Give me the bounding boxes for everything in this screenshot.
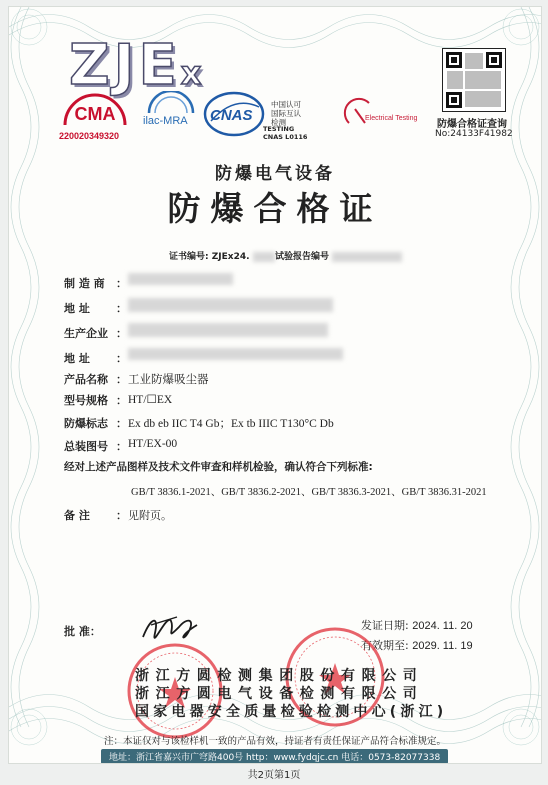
qr-code[interactable]: [442, 48, 506, 112]
qr-title: 防爆合格证查询: [437, 119, 507, 130]
certificate-subtitle: 防爆电气设备: [215, 164, 335, 184]
certificate-title: 防爆合格证: [167, 189, 383, 228]
drawing-value: HT/EX-00: [128, 438, 178, 450]
marking-label: 防爆标志: [64, 417, 108, 430]
cert-number: [169, 249, 275, 262]
producer-label: 生产企业: [64, 327, 108, 340]
remark-value: 见附页。: [128, 509, 172, 522]
cnas-side-1: 中国认可: [271, 100, 301, 109]
cnas-text: CNAS: [210, 107, 253, 124]
issue-date-value: 2024. 11. 20: [412, 620, 473, 632]
organization-1: 浙江方圆检测集团股份有限公司: [135, 668, 424, 684]
standards-list: GB/T 3836.1-2021、GB/T 3836.2-2021、GB/T 3836.3-2021、GB/T 3836.31-2021: [131, 487, 487, 498]
address-label: 地 址: [64, 302, 90, 315]
cnas-number: CNAS L0116: [263, 133, 308, 141]
svg-text:CMA: CMA: [74, 104, 116, 124]
drawing-label: 总装图号: [64, 440, 108, 453]
redacted-block: [128, 323, 328, 337]
cnas-side-3: 检测: [271, 118, 286, 127]
partner-text: Electrical Testing: [365, 115, 418, 122]
zjex-logo: ZJEx: [69, 33, 203, 98]
manufacturer-label: 制 造 商: [64, 277, 105, 290]
cnas-side-2: 国际互认: [271, 109, 301, 118]
cma-logo: [61, 91, 129, 129]
remark-label: 备 注: [64, 509, 90, 522]
issue-date-label: 发证日期:: [361, 619, 409, 632]
valid-date-value: 2029. 11. 19: [412, 640, 473, 652]
product-label: 产品名称: [64, 373, 108, 386]
qr-number: No:24133F41982: [435, 129, 513, 139]
cert-number-value: ZJEx24.: [211, 252, 250, 262]
footer-address: 地址：浙江省嘉兴市广穹路400号 http：www.fydqjc.cn 电话：0573-82077338: [101, 749, 448, 764]
organization-2: 浙江方圆电气设备检测有限公司: [135, 686, 424, 702]
redacted-block: [128, 273, 233, 285]
cma-number: 220020349320: [59, 131, 120, 141]
page-indicator: 共2页第1页: [247, 770, 301, 781]
redacted-block: [128, 348, 343, 360]
certificate-page: ZJEx CMA 220020349320 ilac-MRA CNAS 中国认可 国际互认 检测 TESTING CNAS L0116 Electrical Testing 防爆合格证查询 No:24133F41982 防爆电气设备 防爆合格证 证书编号: ZJEx24. 试验报告编号 制 造 商 ： 地 址 ： 生产企业 ： 地 址 ： 产品名称 ： 工业防爆吸尘器 型号规格 ： HT/☐EX 防爆标志 ： Ex db eb IIC T4 Gb；Ex tb IIIC T130°C Db 总装图号 ： HT/EX-00 经对上述产品图样及技术文件审查和样机检验，确认符合下列标准: GB/T 3836.1-2021、GB/T 3836.2-2021、GB/T 3836.3-2021、GB/T 3836.31-2021 备 注 ： 见附页。 批 准： 发证日期: 2024. 11. 20 有效期至: 2029. 11. 19 浙江方圆检测集团股份有限公司 浙江方圆电气设备检测有限公司 国家电器安全质量检验检测中心(浙江) 注：本证仅对与该检样机一致的产品有效，持证者有责任保证产品符合标准规定。 地址：浙江省嘉兴市广穹路400号 http：www.fydqjc.cn 电话：0573-82077338: [8, 6, 542, 764]
address2-label: 地 址: [64, 352, 90, 365]
report-number: [275, 249, 402, 262]
approve-label: 批 准：: [64, 625, 101, 638]
compliance-statement: 经对上述产品图样及技术文件审查和样机检验，确认符合下列标准:: [64, 461, 373, 473]
valid-date-label: 有效期至:: [361, 639, 409, 652]
model-value: HT/☐EX: [128, 394, 173, 406]
cert-number-label: 证书编号:: [169, 252, 209, 262]
report-number-label: 试验报告编号: [275, 252, 330, 262]
organization-3: 国家电器安全质量检验检测中心(浙江): [135, 704, 448, 720]
model-label: 型号规格: [64, 394, 108, 407]
cnas-testing: TESTING: [263, 125, 295, 133]
ilac-mra-text: ilac-MRA: [143, 115, 188, 127]
partner-logo: [339, 93, 429, 133]
footer-note: 注：本证仅对与该检样机一致的产品有效，持证者有责任保证产品符合标准规定。: [103, 736, 446, 747]
redacted-block: [128, 298, 333, 312]
qr-code-icon: [443, 49, 505, 111]
marking-value: Ex db eb IIC T4 Gb；Ex tb IIIC T130°C Db: [128, 418, 334, 430]
product-value: 工业防爆吸尘器: [128, 374, 209, 386]
redacted-block: [253, 252, 275, 262]
redacted-block: [332, 252, 402, 262]
